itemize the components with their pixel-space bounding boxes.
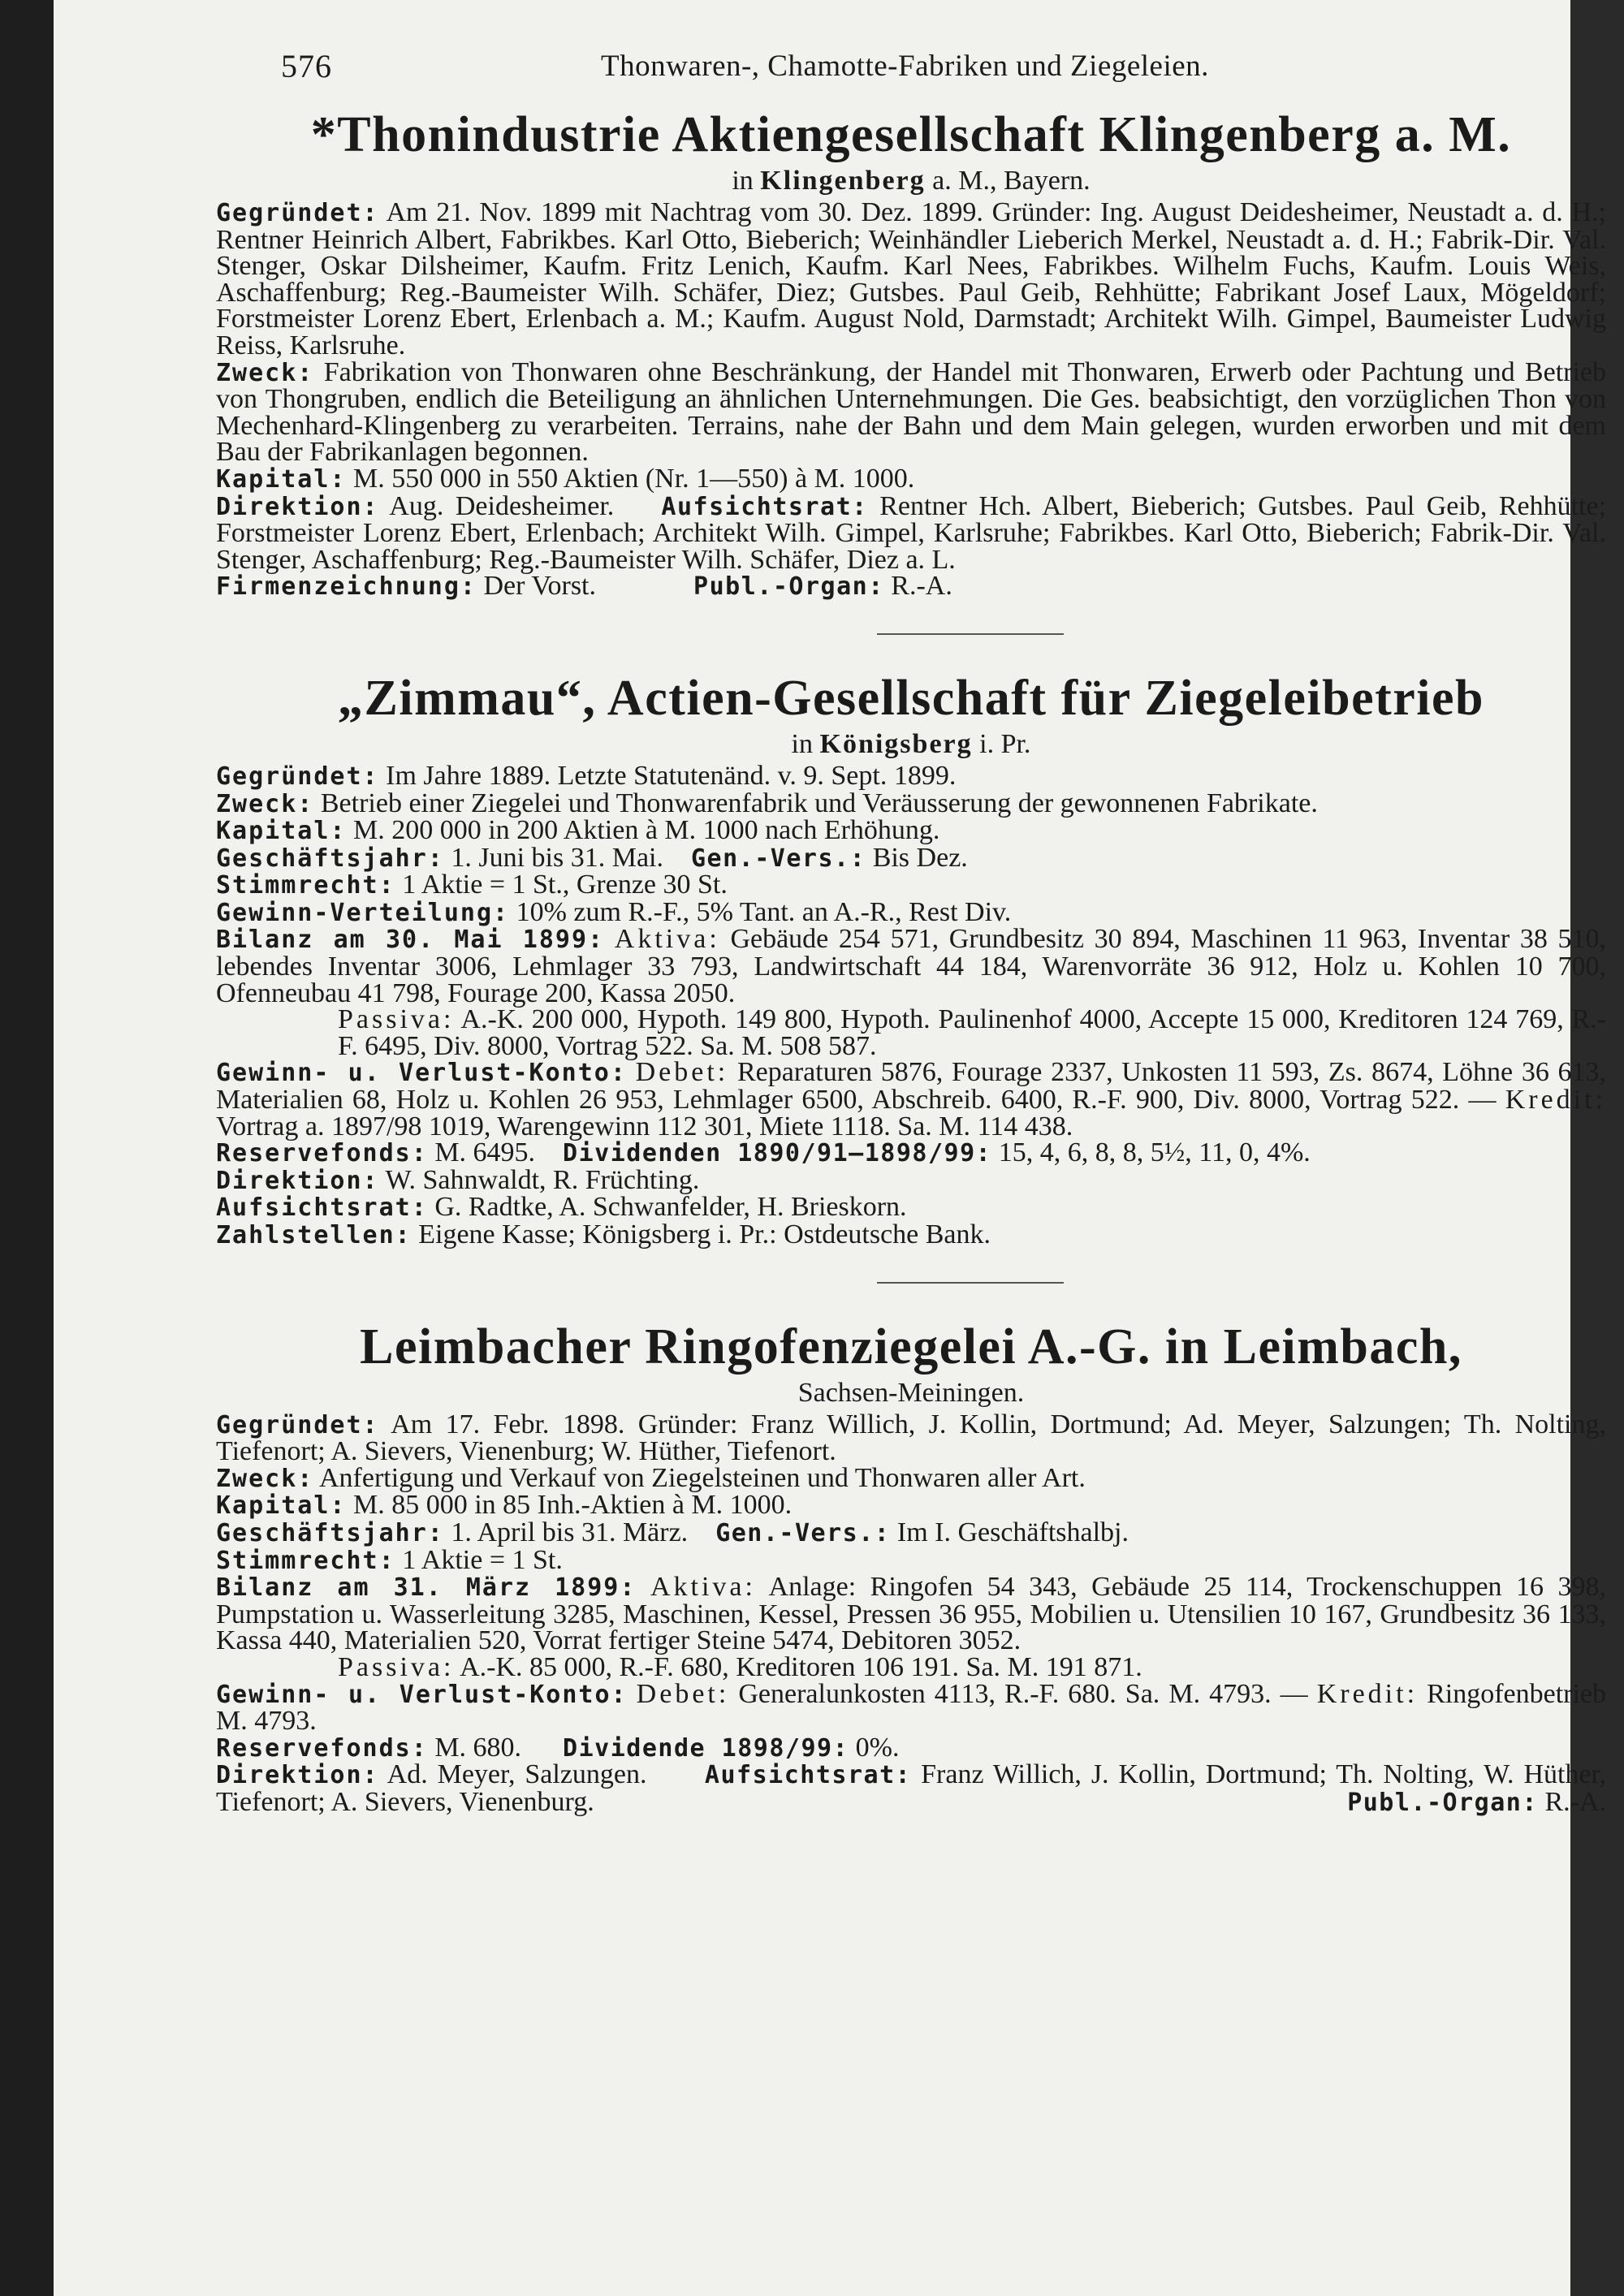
field-gegruendet (216, 197, 1607, 360)
field-value: Eigene Kasse; Königsberg i. Pr.: Ostdeutsche Bank. (418, 1219, 991, 1249)
field-geschaeftsjahr (216, 842, 1606, 873)
page-number: 576 (281, 48, 332, 84)
entry-separator (877, 633, 1064, 635)
field-key: Gegründet: (216, 199, 379, 227)
location-city: Klingenberg (760, 166, 926, 196)
field-key: Bilanz am 30. Mai 1899: (216, 926, 605, 955)
field-value: 0%. (855, 1732, 900, 1763)
field-value: 10% zum R.-F., 5% Tant. an A.-R., Rest Div. (516, 896, 1012, 927)
field-key: Gewinn- u. Verlust-Konto: (216, 1680, 628, 1709)
field-stimmrecht (216, 1544, 1606, 1575)
field-value: A.-K. 200 000, Hypoth. 149 800, Hypoth. Paulinenhof 4000, Accepte 15 000, Kreditoren 124 769, R.-F. 6495, Div. 8000, Vortrag 522. Sa. M. 508 587. (338, 1004, 1606, 1061)
field-value: Anfertigung und Verkauf von Ziegelsteinen und Thonwaren aller Art. (319, 1462, 1086, 1493)
field-key: Publ.-Organ: (1347, 1788, 1538, 1817)
field-firmenzeichnung (216, 573, 1606, 601)
company-title: *Thonindustrie Aktiengesellschaft Klingenberg a. M. (310, 107, 1512, 162)
company-entry-leimbach (216, 1316, 1606, 1817)
field-key: Publ.-Organ: (693, 572, 884, 602)
field-value: Ringofenbetrieb M. 4793. (216, 1678, 1607, 1737)
field-gewinn-verlust (216, 1057, 1607, 1142)
field-key: Reservefonds: (216, 1139, 428, 1168)
field-key: Zweck: (216, 358, 314, 387)
field-value: W. Sahnwaldt, R. Früchting. (385, 1164, 700, 1195)
field-kapital (216, 815, 1606, 846)
field-value: M. 85 000 in 85 Inh.-Aktien à M. 1000. (353, 1490, 793, 1521)
field-value: M. 6495. (434, 1137, 536, 1168)
field-key: Bilanz am 31. März 1899: (216, 1573, 637, 1603)
field-key: Zweck: (216, 1464, 314, 1493)
field-value: Generalunkosten 4113, R.-F. 680. Sa. M. 4793. — (738, 1678, 1308, 1709)
field-key: Zahlstellen: (216, 1221, 412, 1249)
field-key: Aufsichtsrat: (661, 492, 868, 521)
field-bilanz-passiva (216, 1651, 1606, 1682)
field-geschaeftsjahr (216, 1517, 1606, 1547)
field-gegruendet (216, 1409, 1607, 1467)
company-title: Leimbacher Ringofenziegelei A.-G. in Leimbach, (360, 1318, 1462, 1375)
company-location: Sachsen-Meiningen. (797, 1377, 1025, 1408)
field-key: Aufsichtsrat: (704, 1761, 912, 1790)
field-key: Aufsichtsrat: (216, 1193, 428, 1223)
field-gewinnverteilung (216, 896, 1606, 927)
field-direktion (216, 1164, 1606, 1195)
kredit-label: Kredit: (1505, 1085, 1607, 1116)
debet-label: Debet: (635, 1057, 729, 1088)
field-value: G. Radtke, A. Schwanfelder, H. Brieskorn. (434, 1192, 907, 1223)
page-content (216, 47, 1606, 1817)
field-value: 1. Juni bis 31. Mai. (451, 842, 663, 873)
field-aufsichtsrat (216, 1194, 1606, 1222)
passiva-label: Passiva: (338, 1651, 455, 1682)
field-key: Gewinn-Verteilung: (216, 898, 510, 927)
running-title: Thonwaren-, Chamotte-Fabriken und Ziegeleien. (601, 50, 1209, 83)
location-suffix: a. M., Bayern. (932, 166, 1091, 196)
field-value: Franz Willich, J. Kollin, Dortmund; Th. Nolting, W. Hüther, Tiefenort; A. Sievers, Vienenburg. (216, 1759, 1607, 1817)
kredit-label: Kredit: (1316, 1678, 1419, 1709)
field-value: Rentner Hch. Albert, Bieberich; Gutsbes. Paul Geib, Rehhütte; Forstmeister Lorenz Ebert, Erlenbach; Architekt Wilh. Gimpel, Karlsruhe; Fabrikbes. Karl Otto, Bieberich; Fabrik-Dir. Val. Stenger, Aschaffenburg; Reg.-Baumeister Wilh. Schäfer, Diez a. L. (216, 490, 1607, 575)
location-prefix: in (791, 728, 813, 759)
field-zweck (216, 356, 1607, 468)
field-value: 1 Aktie = 1 St. (402, 1544, 563, 1575)
field-value: 1 Aktie = 1 St., Grenze 30 St. (402, 870, 728, 900)
field-value: Im I. Geschäftshalbj. (896, 1517, 1129, 1547)
field-value: R.-A. (1544, 1786, 1606, 1817)
field-key: Gegründet: (216, 1410, 379, 1439)
aktiva-label: Aktiva: (650, 1572, 756, 1603)
field-key: Dividenden 1890/91—1898/99: (563, 1139, 992, 1168)
field-key: Dividende 1898/99: (563, 1733, 849, 1763)
field-key: Gewinn- u. Verlust-Konto: (216, 1059, 627, 1088)
company-location (216, 729, 1606, 760)
field-reservefonds-dividende (216, 1732, 1606, 1763)
field-value: Bis Dez. (872, 842, 968, 873)
field-key: Gegründet: (216, 762, 379, 791)
company-location (216, 166, 1606, 196)
field-direktion-aufsichtsrat (216, 1759, 1607, 1817)
field-bilanz-aktiva (216, 926, 1606, 1007)
field-value: M. 680. (434, 1732, 522, 1763)
field-key: Geschäftsjahr: (216, 844, 444, 873)
field-value: Reparaturen 5876, Fourage 2337, Unkosten 11 593, Zs. 8674, Löhne 36 613, Materialien 68, Holz u. Kohlen 26 953, Lehmlager 6500, Abschreib. 6400, R.-F. 900, Div. 8000, Vortrag 522. — (216, 1057, 1607, 1116)
field-value: 1. April bis 31. März. (451, 1517, 689, 1547)
debet-label: Debet: (636, 1678, 730, 1709)
field-key: Zweck: (216, 789, 314, 818)
aktiva-label: Aktiva: (614, 924, 720, 955)
field-kapital (216, 1492, 1606, 1520)
field-bilanz-passiva (216, 1004, 1606, 1061)
field-value: Ad. Meyer, Salzungen. (387, 1759, 647, 1790)
company-entry-klingenberg (216, 104, 1606, 601)
field-value: Fabrikation von Thonwaren ohne Beschränkung, der Handel mit Thonwaren, Erwerb oder Pachtung und Betrieb von Thongruben, endlich die Beteiligung an ähnlichen Unternehmungen. Die Ges. beabsichtigt, den vorzüglichen Thon von Mechenhard-Klingenberg zu verarbeiten. Terrains, nahe der Bahn und dem Main gelegen, wurden erworben und mit dem Bau der Fabrikanlagen begonnen. (216, 356, 1607, 468)
field-key: Reservefonds: (216, 1733, 428, 1763)
field-key: Kapital: (216, 1491, 347, 1521)
field-zweck (216, 1462, 1606, 1493)
field-gewinn-verlust (216, 1678, 1607, 1737)
field-key: Gen.-Vers.: (715, 1518, 891, 1547)
field-value: 15, 4, 6, 8, 8, 5½, 11, 0, 4%. (998, 1137, 1311, 1168)
company-title: „Zimmau“, Actien-Gesellschaft für Ziegeleibetrieb (337, 670, 1484, 726)
field-stimmrecht (216, 872, 1606, 900)
entry-separator (877, 1282, 1064, 1284)
field-value: Am 21. Nov. 1899 mit Nachtrag vom 30. Dez. 1899. Gründer: Ing. August Deidesheimer, Neustadt a. d. H.; Rentner Heinrich Albert, Fabrikbes. Karl Otto, Bieberich; Weinhändler Lieberich Merkel, Neustadt a. d. H.; Fabrik-Dir. Val. Stenger, Oskar Dilsheimer, Kaufm. Fritz Lenich, Kaufm. Karl Nees, Fabrikbes. Wilhelm Fuchs, Kaufm. Louis Weis, Aschaffenburg; Reg.-Baumeister Wilh. Schäfer, Diez; Gutsbes. Paul Geib, Rehhütte; Fabrikant Josef Laux, Mögeldorf; Forstmeister Lorenz Ebert, Erlenbach a. M.; Kaufm. August Nold, Darmstadt; Architekt Wilh. Gimpel, Baumeister Ludwig Reiss, Karlsruhe. (216, 197, 1607, 360)
location-suffix: i. Pr. (979, 728, 1031, 759)
field-gegruendet (216, 760, 1606, 791)
field-value: Anlage: Ringofen 54 343, Gebäude 25 114, Trockenschuppen 16 398, Pumpstation u. Wasserleitung 3285, Maschinen, Kessel, Pressen 36 955, Mobilien u. Utensilien 10 167, Grundbesitz 36 133, Kassa 440, Materialien 520, Vorrat fertiger Steine 5474, Debitoren 3052. (216, 1572, 1607, 1656)
field-value: A.-K. 85 000, R.-F. 680, Kreditoren 106 191. Sa. M. 191 871. (460, 1651, 1142, 1682)
field-value: Am 17. Febr. 1898. Gründer: Franz Willich, J. Kollin, Dortmund; Ad. Meyer, Salzungen; Th. Nolting, Tiefenort; A. Sievers, Vienenburg; W. Hüther, Tiefenort. (216, 1409, 1607, 1467)
field-key: Stimmrecht: (216, 871, 395, 900)
field-value: Vortrag a. 1897/98 1019, Warengewinn 112 301, Miete 1118. Sa. M. 114 438. (216, 1111, 1073, 1142)
field-key: Direktion: (216, 492, 379, 521)
field-value: M. 200 000 in 200 Aktien à M. 1000 nach Erhöhung. (353, 815, 940, 846)
field-value: Im Jahre 1889. Letzte Statutenänd. v. 9. Sept. 1899. (386, 760, 957, 791)
field-key: Gen.-Vers.: (691, 844, 866, 873)
passiva-label: Passiva: (338, 1004, 455, 1035)
field-kapital (216, 463, 1606, 494)
location-prefix: in (732, 166, 754, 196)
field-zahlstellen (216, 1219, 1606, 1249)
field-key: Kapital: (216, 464, 347, 494)
field-key: Direktion: (216, 1166, 379, 1195)
field-value: M. 550 000 in 550 Aktien (Nr. 1—550) à M. 1000. (353, 463, 915, 494)
field-zweck (216, 788, 1606, 818)
publ-organ (1347, 1786, 1606, 1817)
field-key: Firmenzeichnung: (216, 572, 477, 602)
field-value: Gebäude 254 571, Grundbesitz 30 894, Maschinen 11 963, Inventar 38 510, lebendes Inventar 3006, Lehmlager 33 793, Landwirtschaft 44 184, Warenvorräte 36 912, Holz u. Kohlen 10 700, Ofenneubau 41 798, Fourage 200, Kassa 2050. (216, 924, 1607, 1008)
field-key: Direktion: (216, 1761, 379, 1790)
field-key: Kapital: (216, 817, 347, 846)
company-entry-zimmau (216, 667, 1606, 1249)
field-value: Betrieb einer Ziegelei und Thonwarenfabrik und Veräusserung der gewonnenen Fabrikate. (320, 788, 1318, 818)
field-value: Aug. Deidesheimer. (389, 490, 615, 521)
field-key: Geschäftsjahr: (216, 1518, 444, 1547)
field-bilanz-aktiva (216, 1574, 1606, 1655)
location-city: Königsberg (819, 728, 973, 759)
field-value: R.-A. (891, 571, 952, 602)
field-key: Stimmrecht: (216, 1546, 395, 1575)
field-direktion-aufsichtsrat (216, 490, 1607, 575)
document-page (54, 0, 1607, 2296)
running-head (216, 47, 1606, 104)
field-reservefonds-dividenden (216, 1137, 1606, 1168)
field-value: Der Vorst. (483, 571, 597, 602)
